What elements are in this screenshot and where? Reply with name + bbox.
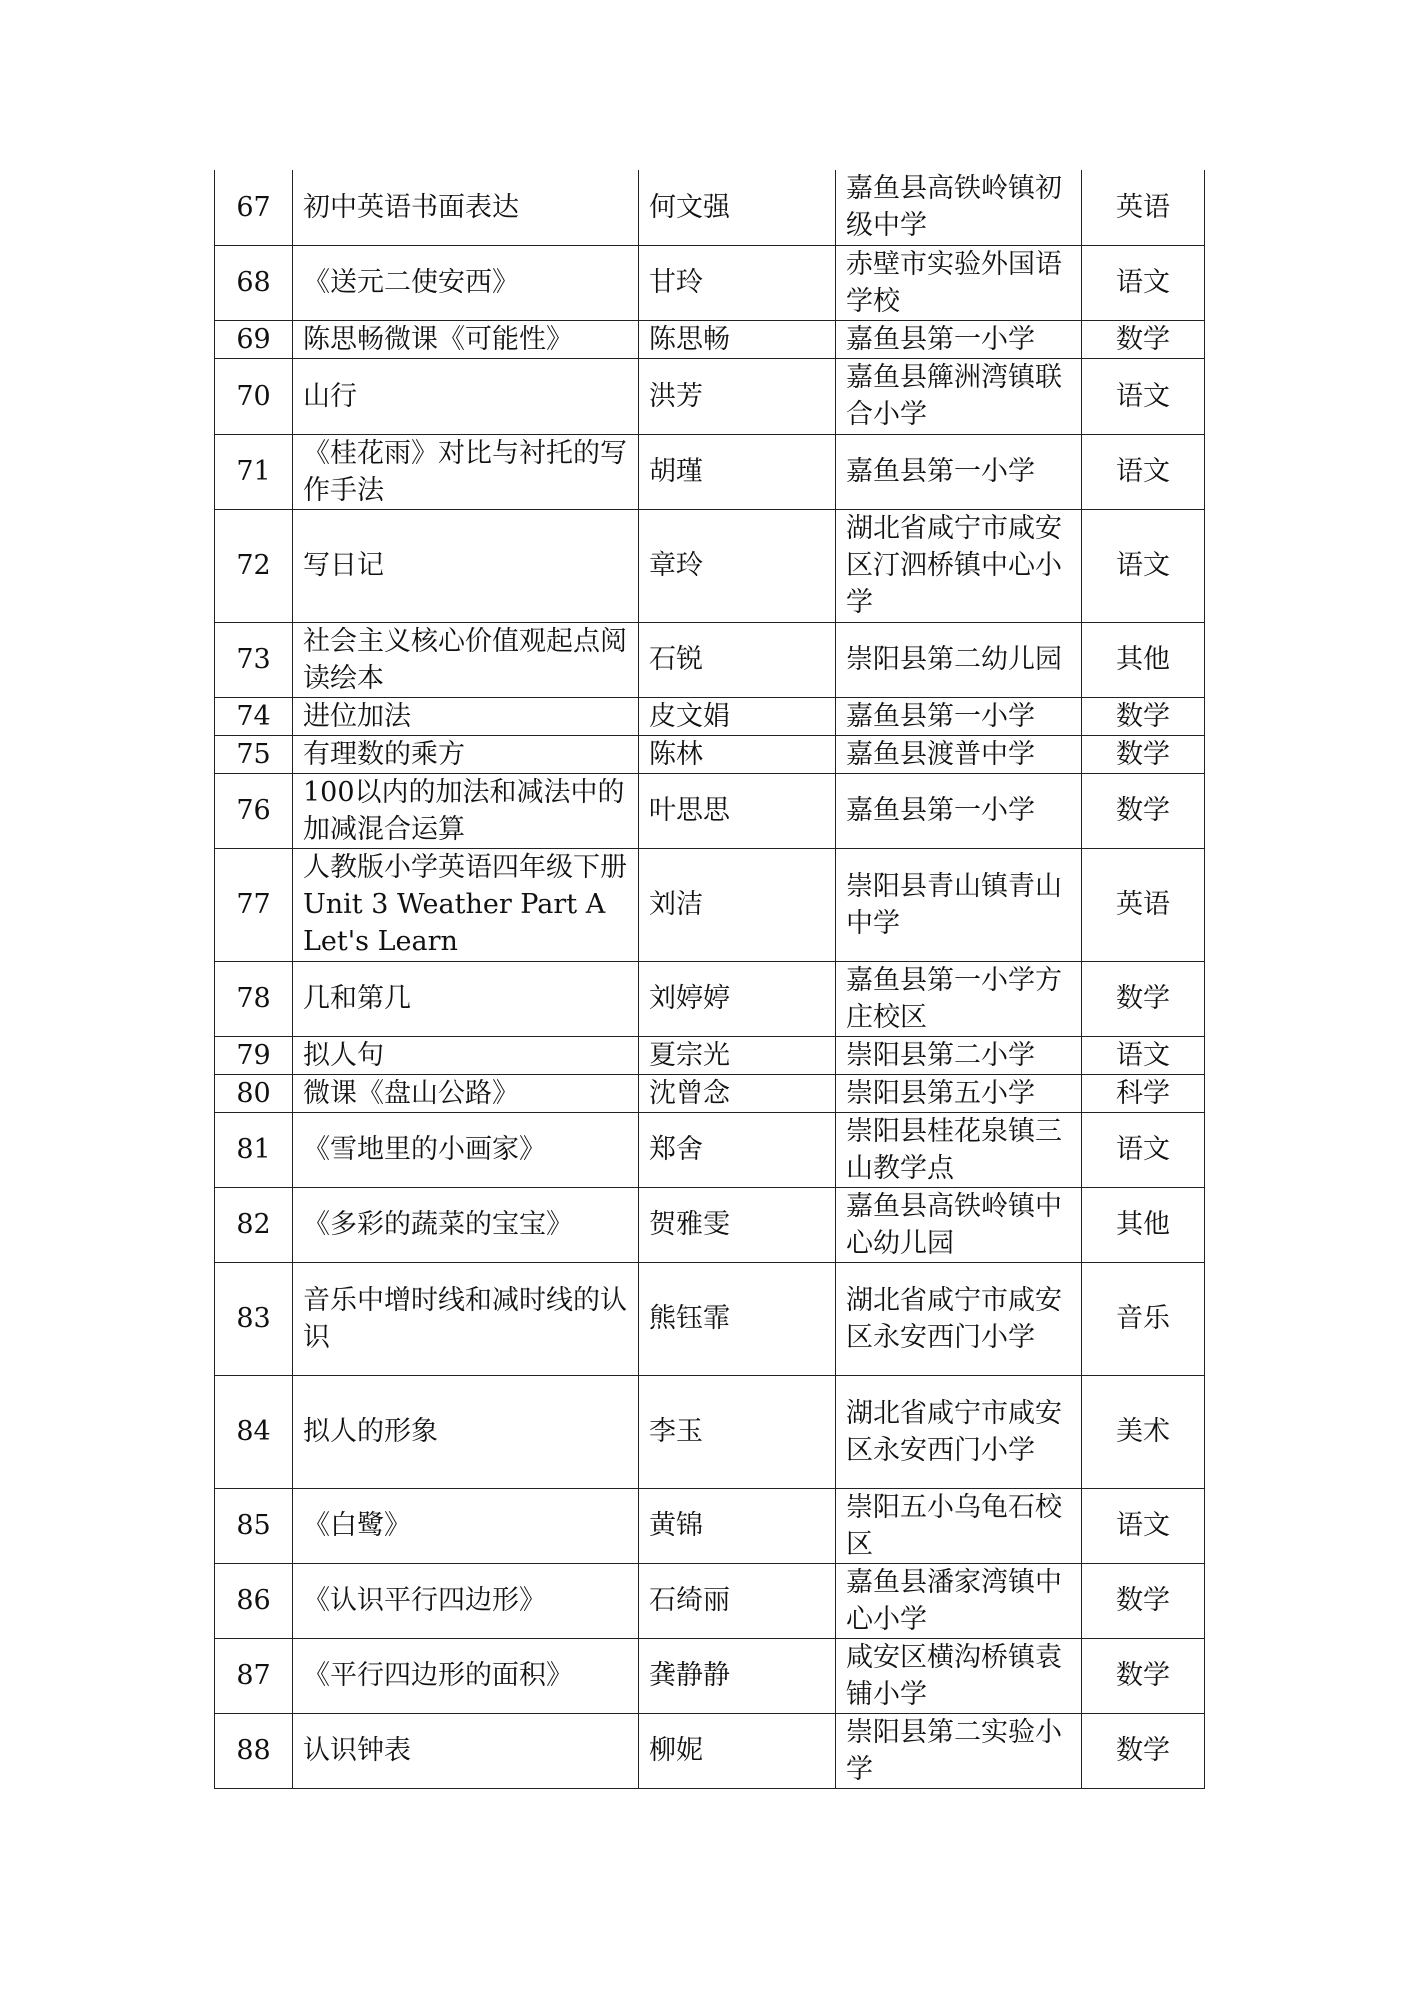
row-number-cell: 84 [215,1375,293,1488]
course-title-cell: 《雪地里的小画家》 [293,1112,639,1187]
school-name-cell: 嘉鱼县高铁岭镇中心幼儿园 [836,1187,1082,1262]
subject-cell: 数学 [1082,697,1205,735]
row-number-cell: 83 [215,1262,293,1375]
row-number-cell: 80 [215,1074,293,1112]
table-row [215,1713,1205,1788]
subject-cell: 语文 [1082,509,1205,622]
teacher-name-cell: 甘玲 [639,245,836,320]
table-row [215,1262,1205,1375]
subject-cell: 语文 [1082,358,1205,434]
teacher-name-cell: 刘洁 [639,848,836,961]
subject-cell: 数学 [1082,735,1205,773]
table-row [215,358,1205,434]
course-title-cell: 有理数的乘方 [293,735,639,773]
school-name-cell: 崇阳县第二幼儿园 [836,622,1082,697]
course-title-cell: 《白鹭》 [293,1488,639,1563]
teacher-name-cell: 章玲 [639,509,836,622]
subject-cell: 其他 [1082,622,1205,697]
table-row [215,1112,1205,1187]
school-name-cell: 嘉鱼县第一小学 [836,320,1082,358]
subject-cell: 数学 [1082,961,1205,1036]
course-title-cell: 《桂花雨》对比与衬托的写作手法 [293,434,639,509]
course-title-cell: 《认识平行四边形》 [293,1563,639,1638]
row-number-cell: 87 [215,1638,293,1713]
school-name-cell: 嘉鱼县渡普中学 [836,735,1082,773]
school-name-cell: 嘉鱼县第一小学方庄校区 [836,961,1082,1036]
teacher-name-cell: 沈曾念 [639,1074,836,1112]
teacher-name-cell: 皮文娟 [639,697,836,735]
table-row [215,622,1205,697]
table-row [215,1638,1205,1713]
school-name-cell: 崇阳县第二小学 [836,1036,1082,1074]
school-name-cell: 嘉鱼县第一小学 [836,773,1082,848]
table-row [215,170,1205,245]
school-name-cell: 嘉鱼县簰洲湾镇联合小学 [836,358,1082,434]
table-row [215,697,1205,735]
table-row [215,1375,1205,1488]
teacher-name-cell: 胡瑾 [639,434,836,509]
course-title-cell: 《平行四边形的面积》 [293,1638,639,1713]
course-title-cell: 山行 [293,358,639,434]
course-title-cell: 初中英语书面表达 [293,170,639,245]
row-number-cell: 82 [215,1187,293,1262]
subject-cell: 语文 [1082,1488,1205,1563]
subject-cell: 语文 [1082,245,1205,320]
school-name-cell: 崇阳县青山镇青山中学 [836,848,1082,961]
row-number-cell: 76 [215,773,293,848]
row-number-cell: 78 [215,961,293,1036]
course-title-cell: 100以内的加法和减法中的加减混合运算 [293,773,639,848]
row-number-cell: 88 [215,1713,293,1788]
table-body [215,170,1205,1788]
table-row [215,320,1205,358]
teacher-name-cell: 李玉 [639,1375,836,1488]
teacher-name-cell: 陈林 [639,735,836,773]
school-name-cell: 崇阳县第五小学 [836,1074,1082,1112]
school-name-cell: 湖北省咸宁市咸安区永安西门小学 [836,1375,1082,1488]
subject-cell: 英语 [1082,170,1205,245]
course-title-cell: 微课《盘山公路》 [293,1074,639,1112]
course-title-cell: 拟人的形象 [293,1375,639,1488]
teacher-name-cell: 陈思畅 [639,320,836,358]
row-number-cell: 74 [215,697,293,735]
row-number-cell: 73 [215,622,293,697]
teacher-name-cell: 洪芳 [639,358,836,434]
subject-cell: 科学 [1082,1074,1205,1112]
teacher-name-cell: 刘婷婷 [639,961,836,1036]
table-row [215,245,1205,320]
teacher-name-cell: 贺雅雯 [639,1187,836,1262]
subject-cell: 数学 [1082,1713,1205,1788]
row-number-cell: 77 [215,848,293,961]
school-name-cell: 湖北省咸宁市咸安区永安西门小学 [836,1262,1082,1375]
table-row [215,1187,1205,1262]
subject-cell: 语文 [1082,1112,1205,1187]
teacher-name-cell: 柳妮 [639,1713,836,1788]
table-row [215,434,1205,509]
teacher-name-cell: 熊钰霏 [639,1262,836,1375]
subject-cell: 语文 [1082,1036,1205,1074]
school-name-cell: 赤壁市实验外国语学校 [836,245,1082,320]
teacher-name-cell: 黄锦 [639,1488,836,1563]
table-row [215,1074,1205,1112]
teacher-name-cell: 何文强 [639,170,836,245]
teacher-name-cell: 叶思思 [639,773,836,848]
subject-cell: 数学 [1082,1638,1205,1713]
school-name-cell: 嘉鱼县第一小学 [836,697,1082,735]
course-title-cell: 社会主义核心价值观起点阅读绘本 [293,622,639,697]
subject-cell: 数学 [1082,1563,1205,1638]
school-name-cell: 湖北省咸宁市咸安区汀泗桥镇中心小学 [836,509,1082,622]
row-number-cell: 79 [215,1036,293,1074]
row-number-cell: 68 [215,245,293,320]
school-name-cell: 咸安区横沟桥镇袁铺小学 [836,1638,1082,1713]
subject-cell: 美术 [1082,1375,1205,1488]
row-number-cell: 67 [215,170,293,245]
table-row [215,1036,1205,1074]
teacher-name-cell: 石绮丽 [639,1563,836,1638]
course-title-cell: 认识钟表 [293,1713,639,1788]
row-number-cell: 71 [215,434,293,509]
row-number-cell: 75 [215,735,293,773]
course-title-cell: 拟人句 [293,1036,639,1074]
table-row [215,1563,1205,1638]
school-name-cell: 嘉鱼县潘家湾镇中心小学 [836,1563,1082,1638]
course-title-cell: 陈思畅微课《可能性》 [293,320,639,358]
subject-cell: 数学 [1082,320,1205,358]
school-name-cell: 崇阳县第二实验小学 [836,1713,1082,1788]
table-row [215,848,1205,961]
course-title-cell: 写日记 [293,509,639,622]
table-row [215,961,1205,1036]
subject-cell: 其他 [1082,1187,1205,1262]
table-row [215,735,1205,773]
course-title-cell: 《多彩的蔬菜的宝宝》 [293,1187,639,1262]
school-name-cell: 嘉鱼县第一小学 [836,434,1082,509]
course-title-cell: 几和第几 [293,961,639,1036]
teacher-name-cell: 夏宗光 [639,1036,836,1074]
table-row [215,773,1205,848]
course-title-cell: 《送元二使安西》 [293,245,639,320]
teacher-name-cell: 龚静静 [639,1638,836,1713]
course-title-cell: 音乐中增时线和减时线的认识 [293,1262,639,1375]
row-number-cell: 86 [215,1563,293,1638]
row-number-cell: 81 [215,1112,293,1187]
school-name-cell: 嘉鱼县高铁岭镇初级中学 [836,170,1082,245]
table-row [215,509,1205,622]
course-title-cell: 进位加法 [293,697,639,735]
subject-cell: 数学 [1082,773,1205,848]
teacher-name-cell: 郑舍 [639,1112,836,1187]
award-list-table [214,170,1205,1789]
row-number-cell: 72 [215,509,293,622]
course-title-cell: 人教版小学英语四年级下册Unit 3 Weather Part A Let's Learn [293,848,639,961]
table-row [215,1488,1205,1563]
subject-cell: 英语 [1082,848,1205,961]
row-number-cell: 85 [215,1488,293,1563]
subject-cell: 语文 [1082,434,1205,509]
row-number-cell: 70 [215,358,293,434]
row-number-cell: 69 [215,320,293,358]
subject-cell: 音乐 [1082,1262,1205,1375]
school-name-cell: 崇阳五小乌龟石校区 [836,1488,1082,1563]
school-name-cell: 崇阳县桂花泉镇三山教学点 [836,1112,1082,1187]
teacher-name-cell: 石锐 [639,622,836,697]
